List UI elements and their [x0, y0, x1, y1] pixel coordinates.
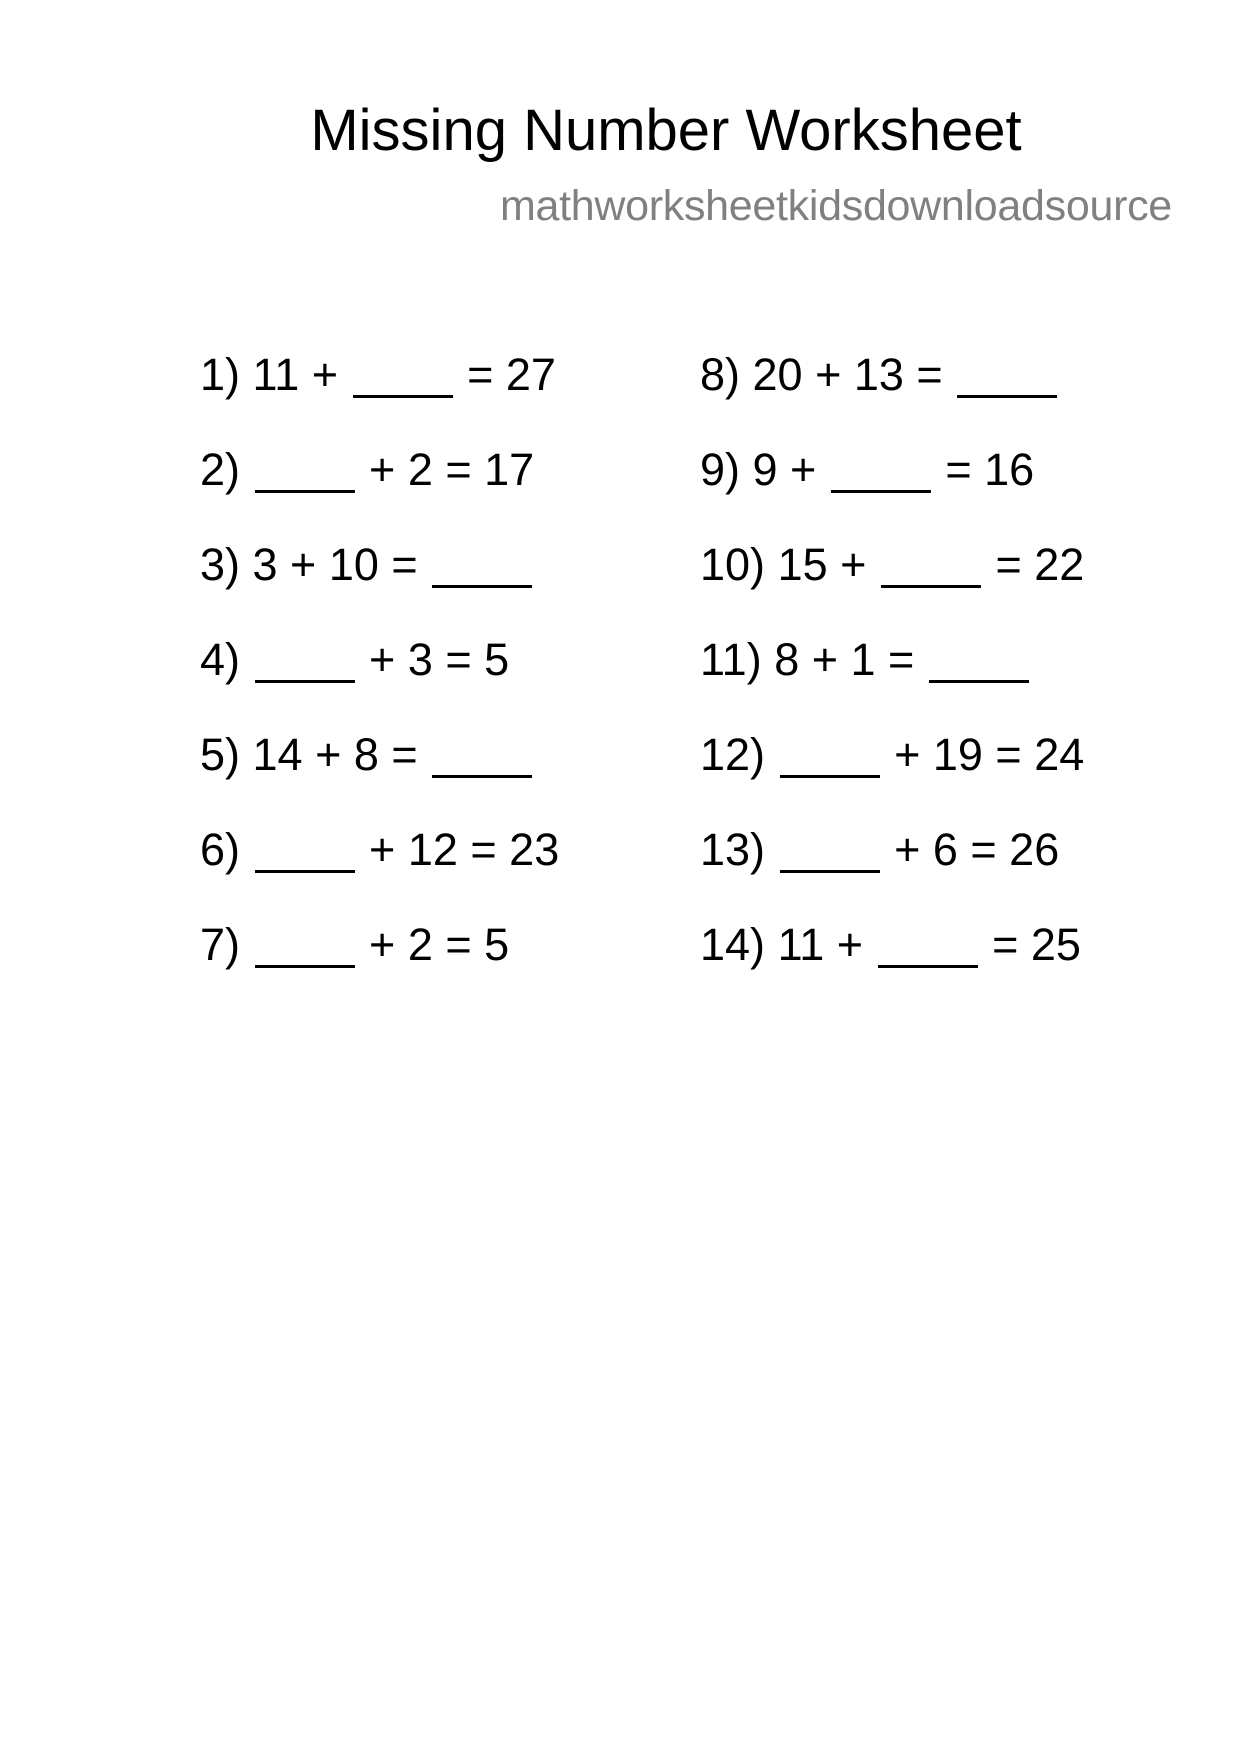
problem-item [200, 725, 680, 820]
problem-expression: + 2 = 17 [369, 444, 535, 495]
worksheet-title: Missing Number Worksheet [310, 98, 1022, 163]
problem-item [700, 630, 1180, 725]
problem-expression: 11 + [252, 349, 339, 400]
answer-blank[interactable] [353, 395, 453, 398]
problem-item [700, 915, 1180, 1010]
problem-expression: + 12 = 23 [369, 824, 560, 875]
problem-number: 5) [200, 729, 241, 780]
answer-blank[interactable] [881, 585, 981, 588]
answer-blank[interactable] [780, 775, 880, 778]
answer-blank[interactable] [878, 965, 978, 968]
problem-number: 4) [200, 634, 241, 685]
problem-item [200, 630, 680, 725]
problems-right-column [700, 345, 1180, 1010]
problem-number: 10) [700, 539, 766, 590]
answer-blank[interactable] [432, 775, 532, 778]
problem-expression: 8 + 1 = [774, 634, 915, 685]
problem-number: 13) [700, 824, 766, 875]
problem-number: 9) [700, 444, 741, 495]
problem-item [700, 820, 1180, 915]
problem-number: 14) [700, 919, 766, 970]
problem-expression: 3 + 10 = [252, 539, 418, 590]
problem-expression: = 22 [995, 539, 1085, 590]
problem-expression: + 19 = 24 [894, 729, 1085, 780]
problem-item [700, 345, 1180, 440]
answer-blank[interactable] [432, 585, 532, 588]
problem-item [200, 820, 680, 915]
problem-item [200, 440, 680, 535]
problem-item [200, 915, 680, 1010]
answer-blank[interactable] [255, 680, 355, 683]
problem-number: 1) [200, 349, 241, 400]
problem-expression: + 6 = 26 [894, 824, 1060, 875]
problem-number: 3) [200, 539, 241, 590]
answer-blank[interactable] [831, 490, 931, 493]
problem-expression: = 27 [467, 349, 556, 400]
problem-expression: 15 + [777, 539, 867, 590]
problems-left-column [200, 345, 680, 1010]
problem-number: 7) [200, 919, 241, 970]
answer-blank[interactable] [255, 870, 355, 873]
problem-item [200, 535, 680, 630]
problem-number: 6) [200, 824, 241, 875]
problem-item [700, 725, 1180, 820]
problem-expression: = 25 [992, 919, 1081, 970]
problem-number: 11) [700, 634, 762, 685]
answer-blank[interactable] [255, 965, 355, 968]
problem-expression: + 3 = 5 [369, 634, 510, 685]
answer-blank[interactable] [957, 395, 1057, 398]
problem-item [200, 345, 680, 440]
problem-number: 2) [200, 444, 241, 495]
problem-expression: 20 + 13 = [752, 349, 943, 400]
problem-expression: 11 + [777, 919, 864, 970]
problem-item [700, 535, 1180, 630]
problem-expression: = 16 [945, 444, 1035, 495]
problem-expression: 14 + 8 = [252, 729, 418, 780]
problem-expression: + 2 = 5 [369, 919, 510, 970]
problem-number: 8) [700, 349, 741, 400]
answer-blank[interactable] [780, 870, 880, 873]
source-watermark: mathworksheetkidsdownloadsource [500, 182, 1172, 230]
problem-item [700, 440, 1180, 535]
problem-expression: 9 + [752, 444, 817, 495]
answer-blank[interactable] [255, 490, 355, 493]
answer-blank[interactable] [929, 680, 1029, 683]
problem-number: 12) [700, 729, 766, 780]
